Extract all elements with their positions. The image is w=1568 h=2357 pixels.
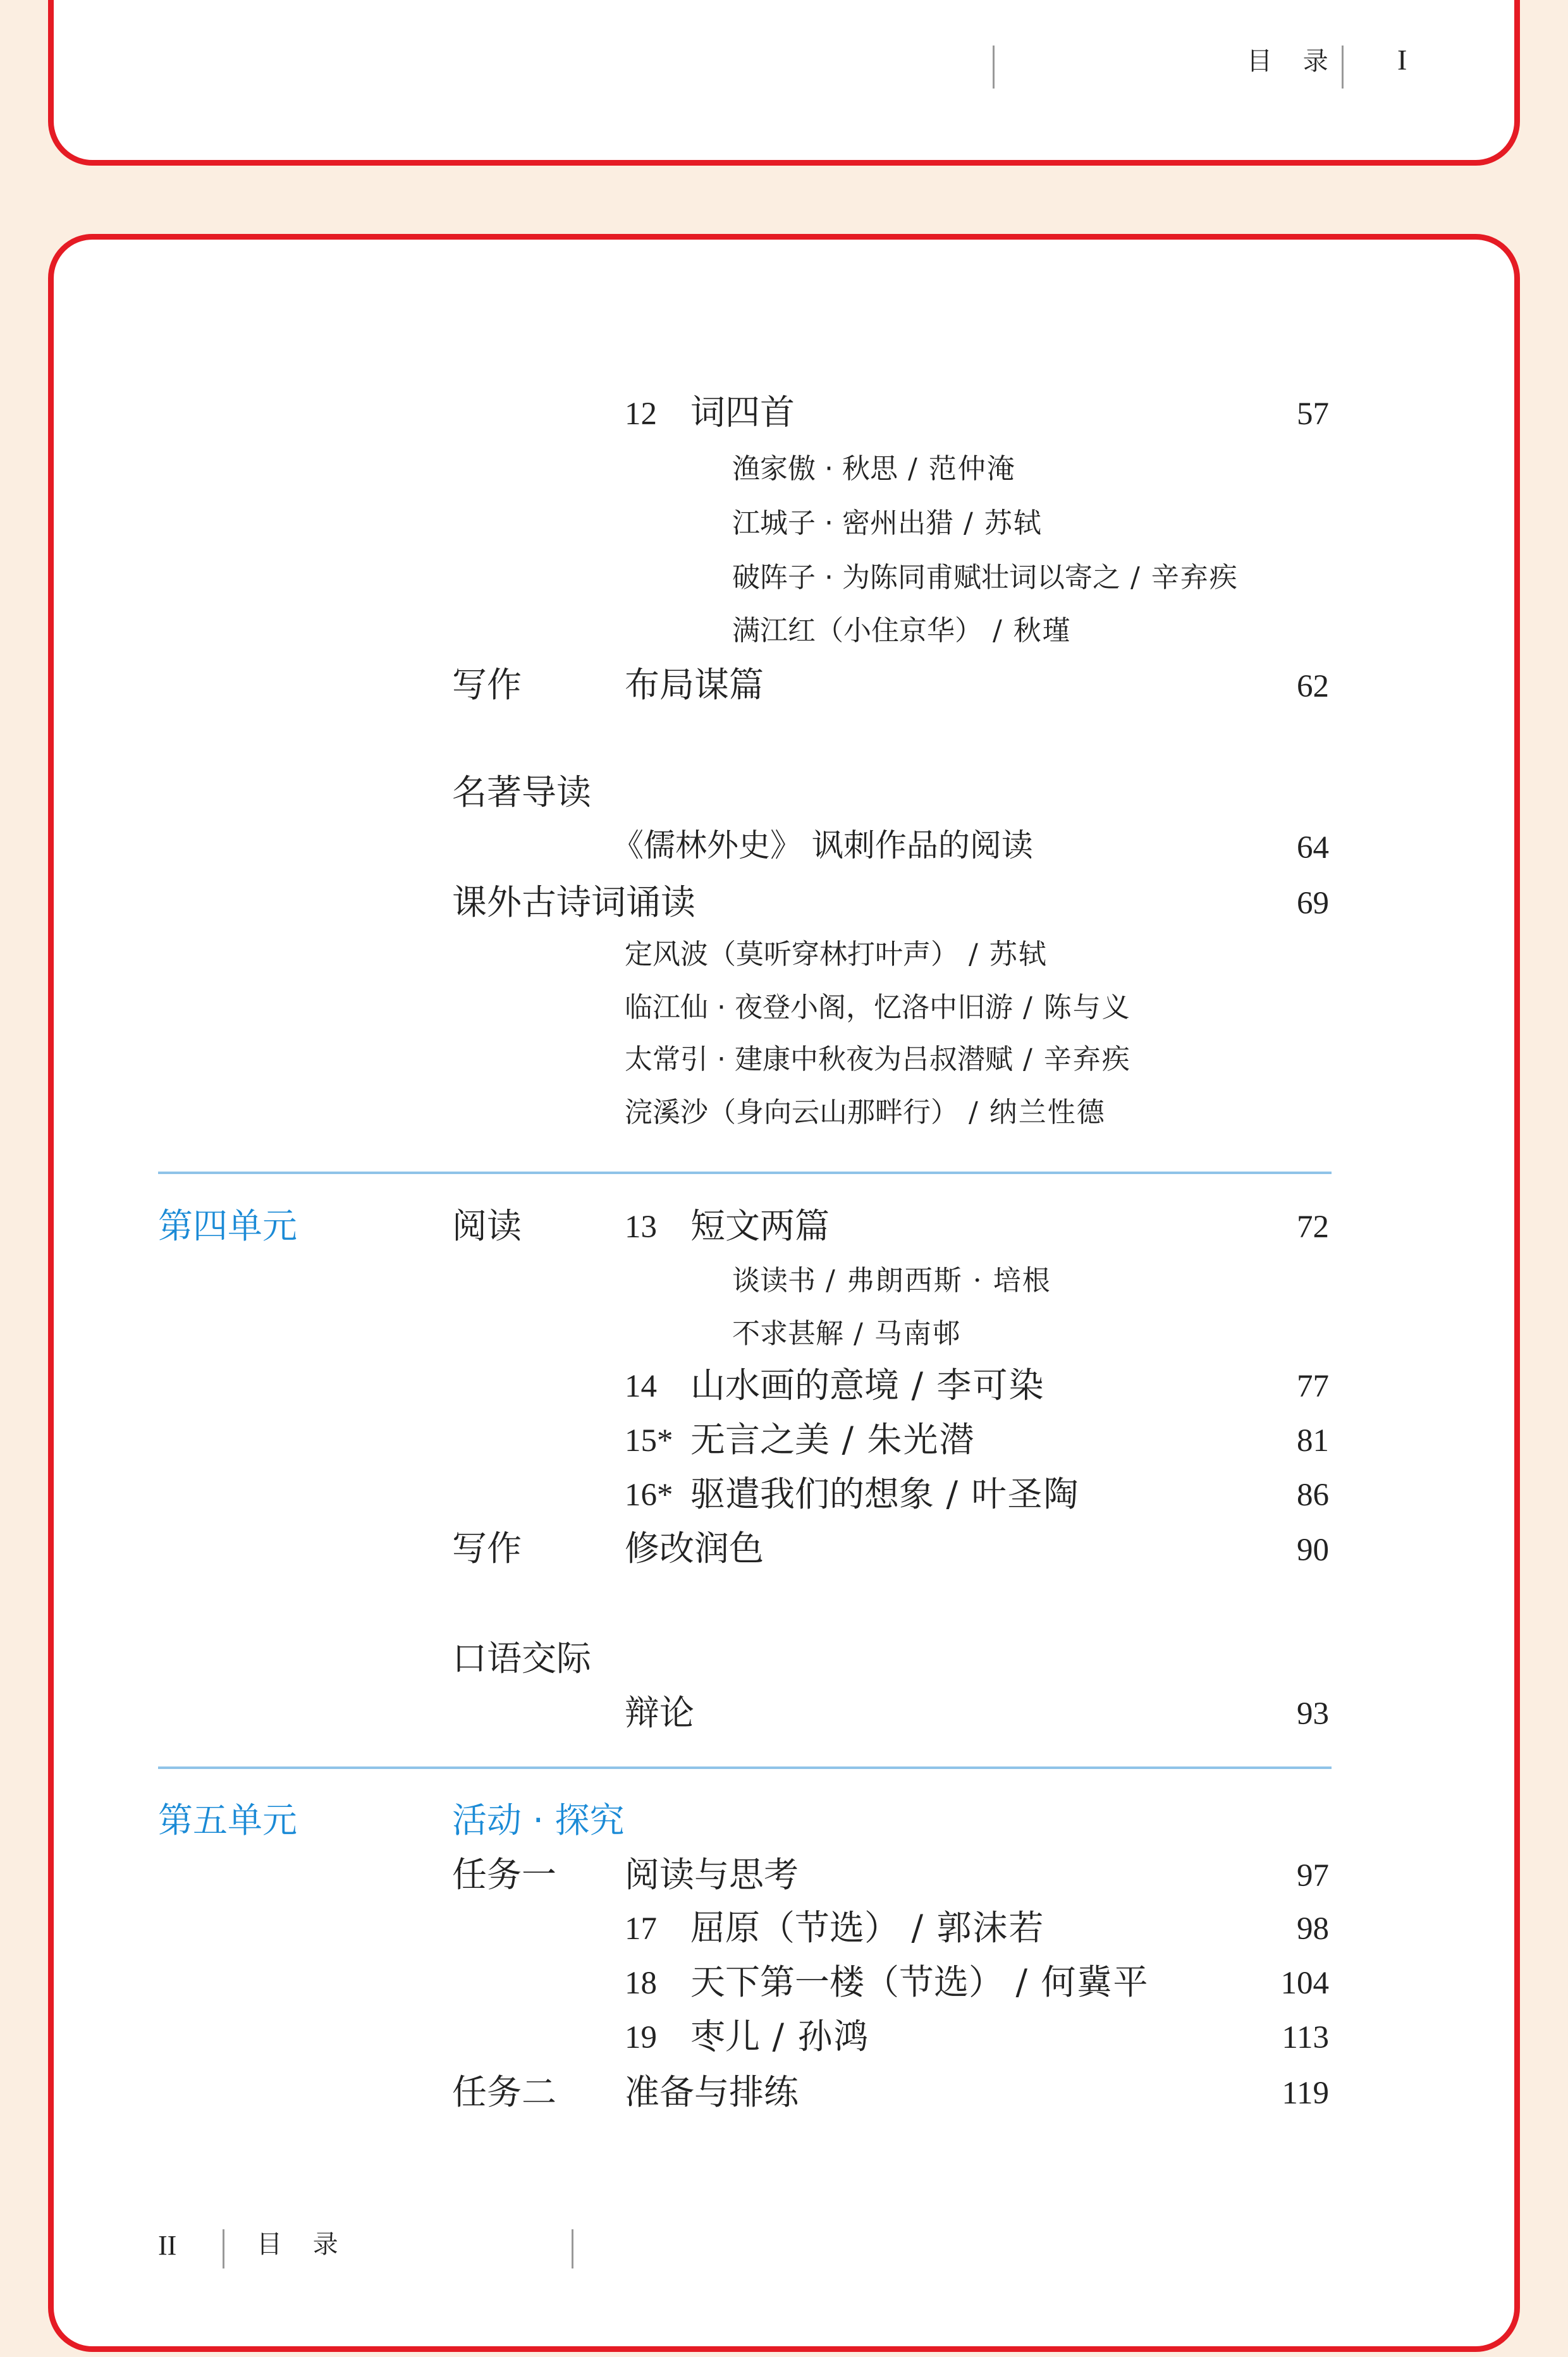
category-label: 写作 — [452, 1528, 522, 1569]
page-number: 119 — [1282, 2076, 1329, 2111]
sub-item: 谈读书 / 弗朗西斯 · 培根 — [732, 1264, 1051, 1297]
entry-title: 辩论 — [625, 1693, 695, 1733]
page-number: 62 — [1297, 669, 1329, 704]
page-number: 77 — [1297, 1369, 1329, 1404]
page-number: 113 — [1282, 2020, 1329, 2055]
lesson-number: 18 — [625, 1966, 657, 2001]
footer-page-numeral: II — [158, 2230, 177, 2261]
entry-title: 准备与排练 — [625, 2072, 799, 2112]
lesson-title: 驱遣我们的想象 / 叶圣陶 — [690, 1474, 1080, 1514]
header-divider — [1342, 46, 1344, 89]
sub-item: 浣溪沙（身向云山那畔行） / 纳兰性德 — [625, 1096, 1106, 1129]
lesson-title: 短文两篇 — [690, 1206, 830, 1246]
task-label: 任务一 — [452, 1854, 557, 1895]
section-heading: 口语交际 — [452, 1638, 592, 1679]
sub-item: 满江红（小住京华） / 秋瑾 — [732, 615, 1072, 647]
lesson-number: 15* — [625, 1423, 673, 1459]
section-heading: 名著导读 — [452, 772, 592, 812]
sub-item: 破阵子 · 为陈同甫赋壮词以寄之 / 辛弃疾 — [732, 561, 1239, 594]
page-number: 69 — [1297, 886, 1329, 921]
page-number: 81 — [1297, 1423, 1329, 1459]
unit-divider — [158, 1172, 1332, 1174]
header-page-numeral: I — [1397, 44, 1407, 76]
sub-item: 江城子 · 密州出猎 / 苏轼 — [732, 507, 1043, 539]
lesson-title: 山水画的意境 / 李可染 — [690, 1365, 1045, 1405]
page-number: 57 — [1297, 396, 1329, 432]
entry-title: 阅读与思考 — [625, 1854, 799, 1895]
lesson-title: 屈原（节选） / 郭沫若 — [690, 1907, 1045, 1948]
sub-item: 临江仙 · 夜登小阁，忆洛中旧游 / 陈与义 — [625, 991, 1131, 1024]
header-divider — [993, 46, 995, 89]
sub-item: 渔家傲 · 秋思 / 范仲淹 — [732, 453, 1016, 485]
lesson-number: 12 — [625, 396, 657, 432]
page-number: 93 — [1297, 1696, 1329, 1732]
unit-label: 第四单元 — [158, 1206, 298, 1246]
footer-divider — [223, 2229, 224, 2268]
unit-divider — [158, 1766, 1332, 1769]
task-label: 任务二 — [452, 2072, 557, 2112]
page-number: 86 — [1297, 1478, 1329, 1513]
lesson-title: 天下第一楼（节选） / 何冀平 — [690, 1962, 1149, 2002]
footer-divider — [572, 2229, 573, 2268]
page-number: 72 — [1297, 1209, 1329, 1245]
lesson-number: 16* — [625, 1478, 673, 1513]
sub-item: 不求甚解 / 马南邨 — [732, 1318, 962, 1350]
page-top-card — [48, 0, 1520, 166]
category-label: 阅读 — [452, 1206, 522, 1246]
page-number: 90 — [1297, 1533, 1329, 1568]
lesson-number: 17 — [625, 1911, 657, 1947]
lesson-title: 无言之美 / 朱光潜 — [690, 1419, 976, 1460]
footer-section-title: 目 录 — [257, 2230, 350, 2259]
entry-title: 修改润色 — [625, 1528, 764, 1569]
lesson-number: 13 — [625, 1209, 657, 1245]
unit-label: 第五单元 — [158, 1800, 298, 1840]
page-number: 104 — [1280, 1966, 1329, 2001]
lesson-number: 14 — [625, 1369, 657, 1404]
page-number: 97 — [1297, 1858, 1329, 1894]
page-number: 98 — [1297, 1911, 1329, 1947]
sub-item: 定风波（莫听穿林打叶声） / 苏轼 — [625, 938, 1048, 970]
lesson-title: 枣儿 / 孙鸿 — [690, 2016, 870, 2057]
category-label: 活动 · 探究 — [452, 1800, 625, 1840]
lesson-number: 19 — [625, 2020, 657, 2055]
category-label: 写作 — [452, 664, 522, 705]
sub-item: 太常引 · 建康中秋夜为吕叔潜赋 / 辛弃疾 — [625, 1043, 1131, 1075]
entry-title: 布局谋篇 — [625, 664, 764, 705]
section-heading: 课外古诗词诵读 — [452, 882, 696, 922]
page-number: 64 — [1297, 830, 1329, 866]
entry-title: 《儒林外史》 讽刺作品的阅读 — [612, 827, 1033, 864]
header-section-title: 目 录 — [1247, 47, 1340, 76]
lesson-title: 词四首 — [690, 392, 795, 432]
